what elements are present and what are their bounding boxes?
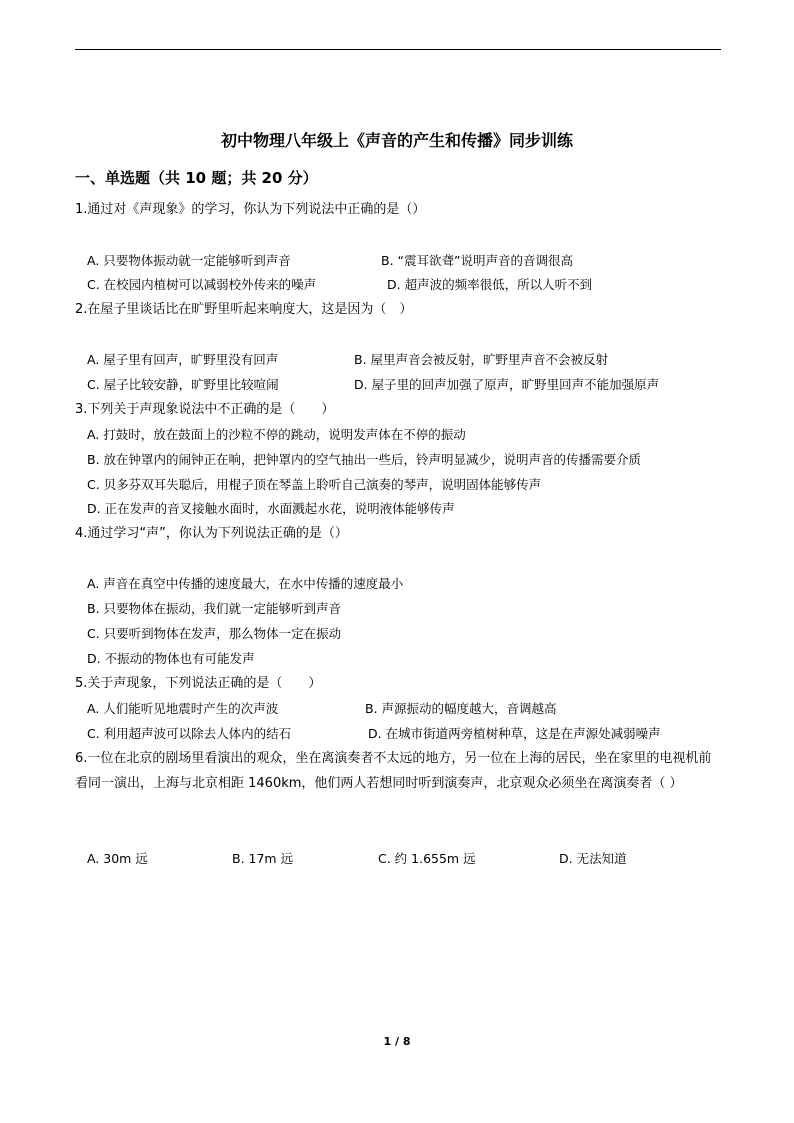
question-3-option-c: C. 贝多芬双耳失聪后，用棍子顶在琴盖上聆听自己演奏的琴声，说明固体能够传声 (87, 477, 542, 492)
question-6-option-b: B. 17m 远 (232, 851, 294, 866)
question-1-option-d: D. 超声波的频率很低，所以人听不到 (387, 277, 593, 292)
question-1-stem: 1.通过对《声现象》的学习，你认为下列说法中正确的是（） (75, 202, 426, 217)
question-4-option-d: D. 不振动的物体也有可能发声 (87, 651, 255, 666)
question-1-option-a: A. 只要物体振动就一定能够听到声音 (87, 253, 291, 268)
header-rule (75, 49, 721, 50)
question-1-option-c: C. 在校园内植树可以减弱校外传来的噪声 (87, 277, 317, 292)
question-4-option-b: B. 只要物体在振动，我们就一定能够听到声音 (87, 601, 342, 616)
question-5-option-c: C. 利用超声波可以除去人体内的结石 (87, 726, 292, 741)
question-2-option-c: C. 屋子比较安静，旷野里比较喧闹 (87, 377, 279, 392)
question-4-stem: 4.通过学习“声”，你认为下列说法正确的是（） (75, 526, 348, 541)
question-3-option-a: A. 打鼓时，放在鼓面上的沙粒不停的跳动，说明发声体在不停的振动 (87, 427, 466, 442)
question-4-option-c: C. 只要听到物体在发声，那么物体一定在振动 (87, 626, 342, 641)
question-3-option-b: B. 放在钟罩内的闹钟正在响，把钟罩内的空气抽出一些后，铃声明显减少，说明声音的传播需要介质 (87, 452, 642, 467)
section-heading: 一、单选题（共 10 题；共 20 分） (75, 169, 318, 187)
question-2-stem: 2.在屋子里谈话比在旷野里听起来响度大，这是因为（ ） (75, 302, 413, 317)
question-6-option-d: D. 无法知道 (559, 851, 627, 866)
question-5-option-d: D. 在城市街道两旁植树种草，这是在声源处减弱噪声 (368, 726, 661, 741)
question-6-option-a: A. 30m 远 (87, 851, 148, 866)
document-title: 初中物理八年级上《声音的产生和传播》同步训练 (220, 131, 573, 150)
question-3-stem: 3.下列关于声现象说法中不正确的是（ ） (75, 402, 335, 417)
question-3-option-d: D. 正在发声的音叉接触水面时，水面溅起水花，说明液体能够传声 (87, 501, 455, 516)
question-5-option-a: A. 人们能听见地震时产生的次声波 (87, 701, 279, 716)
question-4-option-a: A. 声音在真空中传播的速度最大，在水中传播的速度最小 (87, 576, 404, 591)
question-5-option-b: B. 声源振动的幅度越大，音调越高 (365, 701, 557, 716)
question-2-option-b: B. 屋里声音会被反射，旷野里声音不会被反射 (354, 352, 609, 367)
question-2-option-d: D. 屋子里的回声加强了原声，旷野里回声不能加强原声 (354, 377, 660, 392)
question-5-stem: 5.关于声现象，下列说法正确的是（ ） (75, 676, 322, 691)
question-1-option-b: B. “震耳欲聋”说明声音的音调很高 (381, 253, 573, 268)
question-6-stem: 6.一位在北京的剧场里看演出的观众，坐在离演奏者不太远的地方，另一位在上海的居民，坐在家里的电视机前看同一演出，上海与北京相距 1460km，他们两人若想同时听到演奏声，北京观众必须坐在离演奏者（ ） (75, 751, 712, 791)
question-2-option-a: A. 屋子里有回声，旷野里没有回声 (87, 352, 279, 367)
page-number: 1 / 8 (383, 1035, 411, 1048)
question-6-option-c: C. 约 1.655m 远 (378, 851, 476, 866)
